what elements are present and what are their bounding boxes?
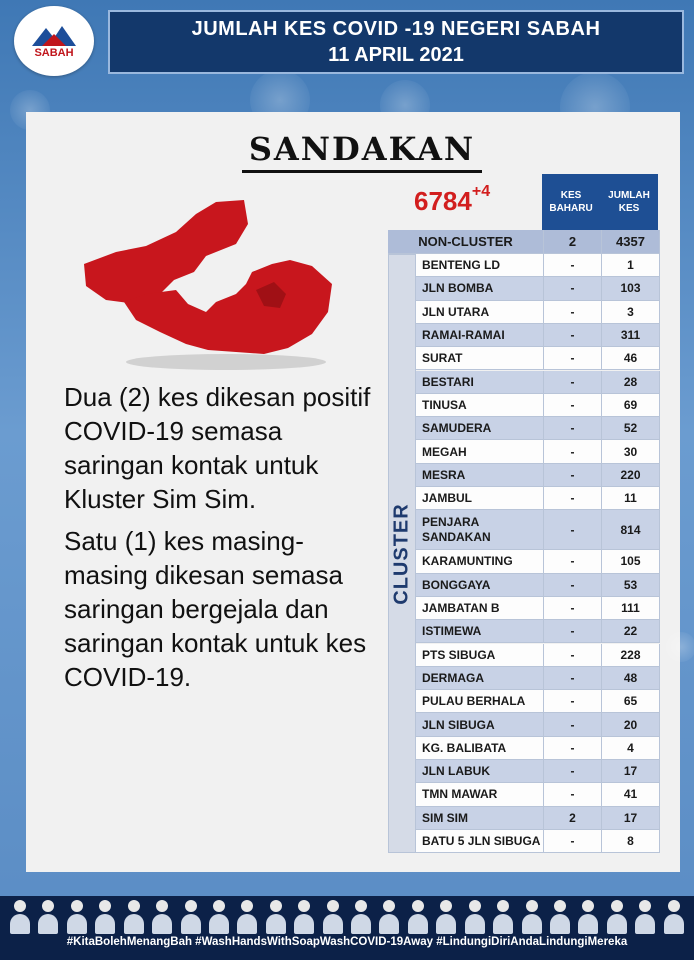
row-name: JLN UTARA bbox=[416, 301, 544, 324]
row-name: MEGAH bbox=[416, 440, 544, 463]
frontliner-icon bbox=[65, 900, 89, 934]
frontliner-icon bbox=[321, 900, 345, 934]
row-new: - bbox=[544, 510, 602, 550]
page-header bbox=[108, 10, 684, 74]
row-total: 53 bbox=[602, 574, 660, 597]
row-total: 69 bbox=[602, 394, 660, 417]
logo-text: SABAH bbox=[34, 46, 74, 59]
row-new: - bbox=[544, 620, 602, 643]
row-new: - bbox=[544, 347, 602, 370]
cluster-row bbox=[416, 301, 660, 324]
frontliner-icon bbox=[150, 900, 174, 934]
row-total: 220 bbox=[602, 464, 660, 487]
cluster-label bbox=[388, 254, 416, 853]
row-name: BONGGAYA bbox=[416, 574, 544, 597]
row-new: - bbox=[544, 597, 602, 620]
non-cluster-row bbox=[388, 230, 660, 254]
row-name: SAMUDERA bbox=[416, 417, 544, 440]
frontliner-icon bbox=[36, 900, 60, 934]
frontliner-icon bbox=[122, 900, 146, 934]
cluster-row bbox=[416, 783, 660, 806]
cluster-row bbox=[416, 713, 660, 736]
cluster-row bbox=[416, 597, 660, 620]
row-new: 2 bbox=[544, 230, 602, 254]
cluster-row bbox=[416, 690, 660, 713]
row-name: RAMAI-RAMAI bbox=[416, 324, 544, 347]
frontliner-icon bbox=[235, 900, 259, 934]
row-total: 17 bbox=[602, 760, 660, 783]
row-total: 8 bbox=[602, 830, 660, 853]
total-cases bbox=[414, 183, 491, 217]
footer-hashtags: #KitaBolehMenangBah #WashHandsWithSoapWashCOVID-19Away #LindungiDiriAndaLindungiMereka bbox=[66, 936, 628, 948]
frontliner-icon bbox=[633, 900, 657, 934]
row-total: 11 bbox=[602, 487, 660, 510]
row-name: TINUSA bbox=[416, 394, 544, 417]
cluster-row bbox=[416, 254, 660, 277]
frontliner-icon bbox=[605, 900, 629, 934]
row-total: 46 bbox=[602, 347, 660, 370]
row-total: 30 bbox=[602, 440, 660, 463]
row-name: TMN MAWAR bbox=[416, 783, 544, 806]
row-new: 2 bbox=[544, 807, 602, 830]
row-name: PENJARA SANDAKAN bbox=[416, 510, 544, 550]
header-total-cases: JUMLAH KES bbox=[600, 174, 658, 230]
cluster-row bbox=[416, 277, 660, 300]
row-name: NON-CLUSTER bbox=[388, 230, 544, 254]
cluster-row bbox=[416, 620, 660, 643]
header-date: 11 APRIL 2021 bbox=[328, 43, 464, 66]
frontliner-icon bbox=[349, 900, 373, 934]
description-paragraph: Dua (2) kes dikesan positif COVID-19 semasa saringan kontak untuk Kluster Sim Sim. bbox=[64, 382, 371, 514]
row-name: JLN BOMBA bbox=[416, 277, 544, 300]
row-new: - bbox=[544, 277, 602, 300]
frontliner-icon bbox=[548, 900, 572, 934]
row-total: 311 bbox=[602, 324, 660, 347]
description-paragraph: Satu (1) kes masing-masing dikesan semasa saringan bergejala dan saringan kontak untuk kes COVID-19. bbox=[64, 526, 367, 692]
row-new: - bbox=[544, 690, 602, 713]
row-total: 28 bbox=[602, 371, 660, 394]
row-new: - bbox=[544, 301, 602, 324]
row-total: 3 bbox=[602, 301, 660, 324]
row-total: 65 bbox=[602, 690, 660, 713]
frontliner-icon bbox=[292, 900, 316, 934]
row-total: 4 bbox=[602, 737, 660, 760]
cluster-row bbox=[416, 440, 660, 463]
cluster-row bbox=[416, 464, 660, 487]
frontliner-icon bbox=[8, 900, 32, 934]
cluster-row bbox=[416, 371, 660, 394]
cluster-row bbox=[416, 574, 660, 597]
row-new: - bbox=[544, 417, 602, 440]
row-name: BATU 5 JLN SIBUGA bbox=[416, 830, 544, 853]
row-total: 52 bbox=[602, 417, 660, 440]
row-name: JLN SIBUGA bbox=[416, 713, 544, 736]
row-total: 48 bbox=[602, 667, 660, 690]
row-name: PTS SIBUGA bbox=[416, 644, 544, 667]
row-name: BESTARI bbox=[416, 371, 544, 394]
footer bbox=[0, 896, 694, 960]
virus-decoration bbox=[666, 632, 694, 662]
frontliner-icon bbox=[491, 900, 515, 934]
frontliner-icons bbox=[8, 898, 686, 934]
frontliner-icon bbox=[377, 900, 401, 934]
row-name: PULAU BERHALA bbox=[416, 690, 544, 713]
cluster-row bbox=[416, 487, 660, 510]
description bbox=[64, 380, 384, 702]
header-title: JUMLAH KES COVID -19 NEGERI SABAH bbox=[191, 17, 601, 40]
cluster-row bbox=[416, 830, 660, 853]
cluster-row bbox=[416, 807, 660, 830]
row-name: SIM SIM bbox=[416, 807, 544, 830]
row-name: BENTENG LD bbox=[416, 254, 544, 277]
frontliner-icon bbox=[576, 900, 600, 934]
cluster-row bbox=[416, 550, 660, 573]
cluster-row bbox=[416, 347, 660, 370]
row-new: - bbox=[544, 371, 602, 394]
cluster-label-text: CLUSTER bbox=[390, 502, 413, 605]
cluster-row bbox=[416, 324, 660, 347]
cluster-row bbox=[416, 667, 660, 690]
content-panel bbox=[26, 112, 680, 872]
row-name: JLN LABUK bbox=[416, 760, 544, 783]
cluster-row bbox=[416, 510, 660, 550]
cluster-row bbox=[416, 760, 660, 783]
cluster-row bbox=[416, 737, 660, 760]
row-name: ISTIMEWA bbox=[416, 620, 544, 643]
frontliner-icon bbox=[662, 900, 686, 934]
frontliner-icon bbox=[264, 900, 288, 934]
row-new: - bbox=[544, 737, 602, 760]
row-new: - bbox=[544, 830, 602, 853]
row-name: JAMBATAN B bbox=[416, 597, 544, 620]
total-value: 6784 bbox=[414, 186, 472, 216]
row-name: SURAT bbox=[416, 347, 544, 370]
row-total: 17 bbox=[602, 807, 660, 830]
row-new: - bbox=[544, 713, 602, 736]
sabah-logo-icon bbox=[32, 24, 76, 46]
cluster-row bbox=[416, 644, 660, 667]
frontliner-icon bbox=[434, 900, 458, 934]
row-new: - bbox=[544, 394, 602, 417]
row-new: - bbox=[544, 324, 602, 347]
district-title: SANDAKAN bbox=[242, 130, 482, 173]
sandakan-map-icon bbox=[76, 194, 336, 374]
frontliner-icon bbox=[179, 900, 203, 934]
row-new: - bbox=[544, 487, 602, 510]
row-total: 41 bbox=[602, 783, 660, 806]
row-name: JAMBUL bbox=[416, 487, 544, 510]
row-total: 103 bbox=[602, 277, 660, 300]
row-name: MESRA bbox=[416, 464, 544, 487]
frontliner-icon bbox=[406, 900, 430, 934]
row-name: KARAMUNTING bbox=[416, 550, 544, 573]
row-new: - bbox=[544, 464, 602, 487]
row-total: 1 bbox=[602, 254, 660, 277]
total-added: +4 bbox=[471, 183, 491, 201]
row-name: KG. BALIBATA bbox=[416, 737, 544, 760]
row-new: - bbox=[544, 440, 602, 463]
row-total: 22 bbox=[602, 620, 660, 643]
row-name: DERMAGA bbox=[416, 667, 544, 690]
row-new: - bbox=[544, 550, 602, 573]
frontliner-icon bbox=[463, 900, 487, 934]
frontliner-icon bbox=[520, 900, 544, 934]
row-total: 228 bbox=[602, 644, 660, 667]
frontliner-icon bbox=[93, 900, 117, 934]
row-new: - bbox=[544, 667, 602, 690]
cluster-row bbox=[416, 417, 660, 440]
row-total: 4357 bbox=[602, 230, 660, 254]
row-new: - bbox=[544, 760, 602, 783]
row-total: 111 bbox=[602, 597, 660, 620]
row-total: 20 bbox=[602, 713, 660, 736]
header-new-cases: KES BAHARU bbox=[542, 174, 600, 230]
row-new: - bbox=[544, 254, 602, 277]
cluster-row bbox=[416, 394, 660, 417]
row-total: 105 bbox=[602, 550, 660, 573]
row-new: - bbox=[544, 644, 602, 667]
sabah-logo bbox=[14, 6, 94, 76]
frontliner-icon bbox=[207, 900, 231, 934]
row-new: - bbox=[544, 783, 602, 806]
row-total: 814 bbox=[602, 510, 660, 550]
row-new: - bbox=[544, 574, 602, 597]
